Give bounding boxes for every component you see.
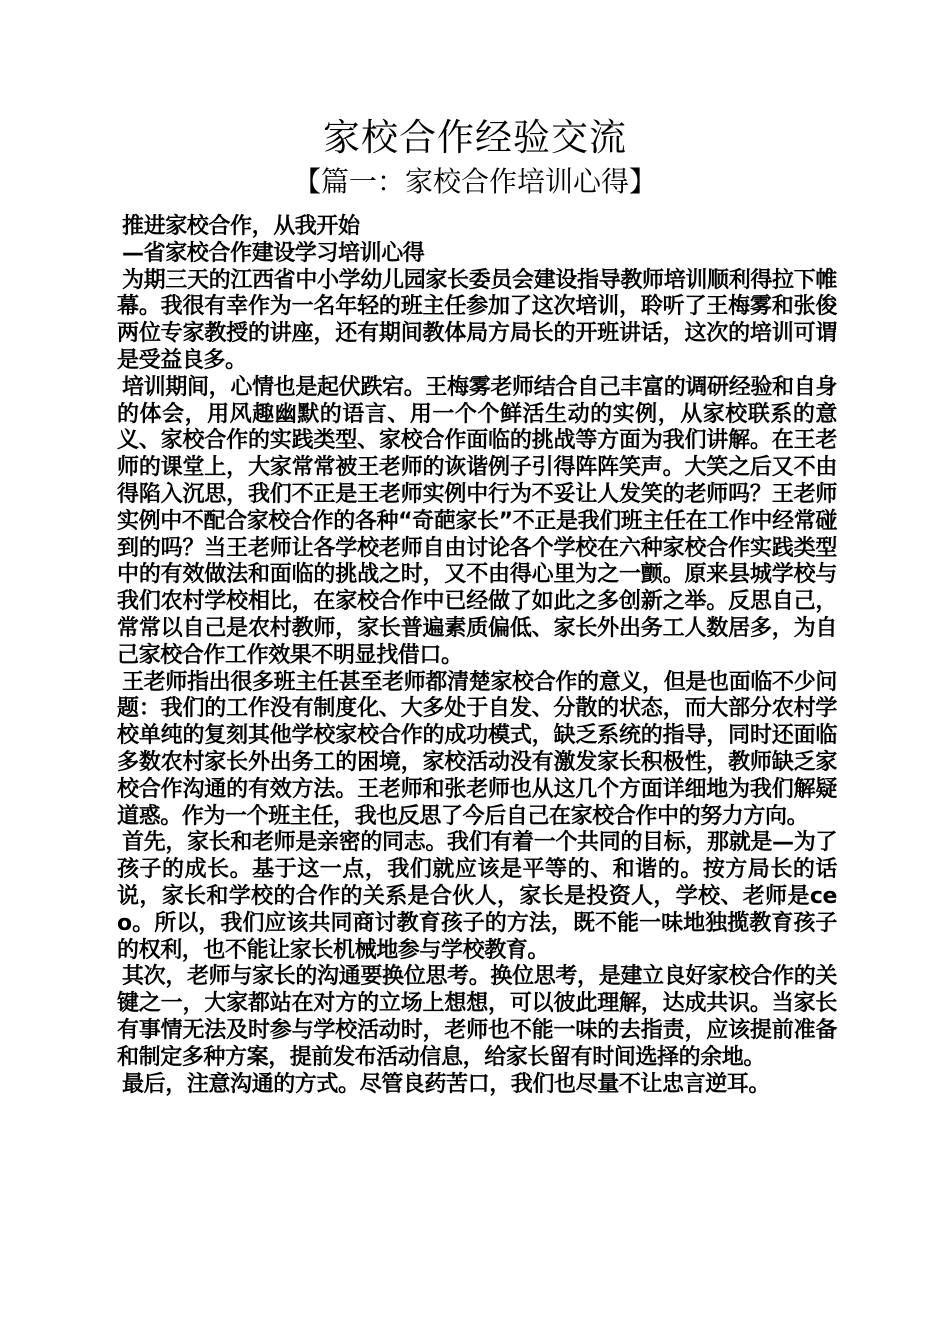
document-subtitle: 【篇一：家校合作培训心得】 — [292, 165, 657, 198]
body-heading: 推进家校合作，从我开始 — [122, 214, 360, 239]
body-paragraph: 为期三天的江西省中小学幼儿园家长委员会建设指导教师培训顺利得拉下帷幕。我很有幸作为一名年轻的班主任参加了这次培训，聆听了王梅雾和张俊两位专家教授的讲座，还有期间教体局方局长的开班讲话，这次的培训可谓是受益良多。 — [117, 267, 837, 373]
document-title: 家校合作经验交流 — [323, 116, 627, 159]
body-paragraph: 培训期间，心情也是起伏跌宕。王梅雾老师结合自己丰富的调研经验和自身的体会，用风趣幽默的语言、用一个个鲜活生动的实例，从家校联系的意义、家校合作的实践类型、家校合作面临的挑战等方面为我们讲解。在王老师的课堂上，大家常常被王老师的诙谐例子引得阵阵笑声。大笑之后又不由得陷入沉思，我们不正是王老师实例中行为不妥让人发笑的老师吗？王老师实例中不配合家校合作的各种“奇葩家长”不正是我们班主任在工作中经常碰到的吗？当王老师让各学校老师自由讨论各个学校在六种家校合作实践类型中的有效做法和面临的挑战之时，又不由得心里为之一颤。原来县城学校与我们农村学校相比，在家校合作中已经做了如此之多创新之举。反思自己，常常以自己是农村教师，家长普遍素质偏低、家长外出务工人数居多，为自己家校合作工作效果不明显找借口。 — [117, 374, 837, 668]
body-paragraph: 最后，注意沟通的方式。尽管良药苦口，我们也尽量不让忠言逆耳。 — [122, 1071, 771, 1097]
body-paragraph: 其次，老师与家长的沟通要换位思考。换位思考，是建立良好家校合作的关键之一，大家都站在对方的立场上想想，可以彼此理解，达成共识。当家长有事情无法及时参与学校活动时，老师也不能一味的去指责，应该提前准备和制定多种方案，提前发布活动信息，给家长留有时间选择的余地。 — [117, 964, 837, 1070]
body-subheading: —省家校合作建设学习培训心得 — [122, 240, 425, 266]
body-paragraph: 王老师指出很多班主任甚至老师都清楚家校合作的意义，但是也面临不少问题：我们的工作没有制度化、大多处于自发、分散的状态，而大部分农村学校单纯的复刻其他学校家校合作的成功模式，缺乏系统的指导，同时还面临多数农村家长外出务工的困境，家校活动没有激发家长积极性，教师缺乏家校合作沟通的有效方法。王老师和张老师也从这几个方面详细地为我们解疑道惑。作为一个班主任，我也反思了今后自己在家校合作中的努力方向。 — [117, 669, 837, 829]
document-body — [117, 214, 837, 1098]
body-paragraph: 首先，家长和老师是亲密的同志。我们有着一个共同的目标，那就是—为了孩子的成长。基于这一点，我们就应该是平等的、和谐的。按方局长的话说，家长和学校的合作的关系是合伙人，家长是投资人，学校、老师是ceo。所以，我们应该共同商讨教育孩子的方法，既不能一味地独揽教育孩子的权利，也不能让家长机械地参与学校教育。 — [117, 830, 837, 963]
